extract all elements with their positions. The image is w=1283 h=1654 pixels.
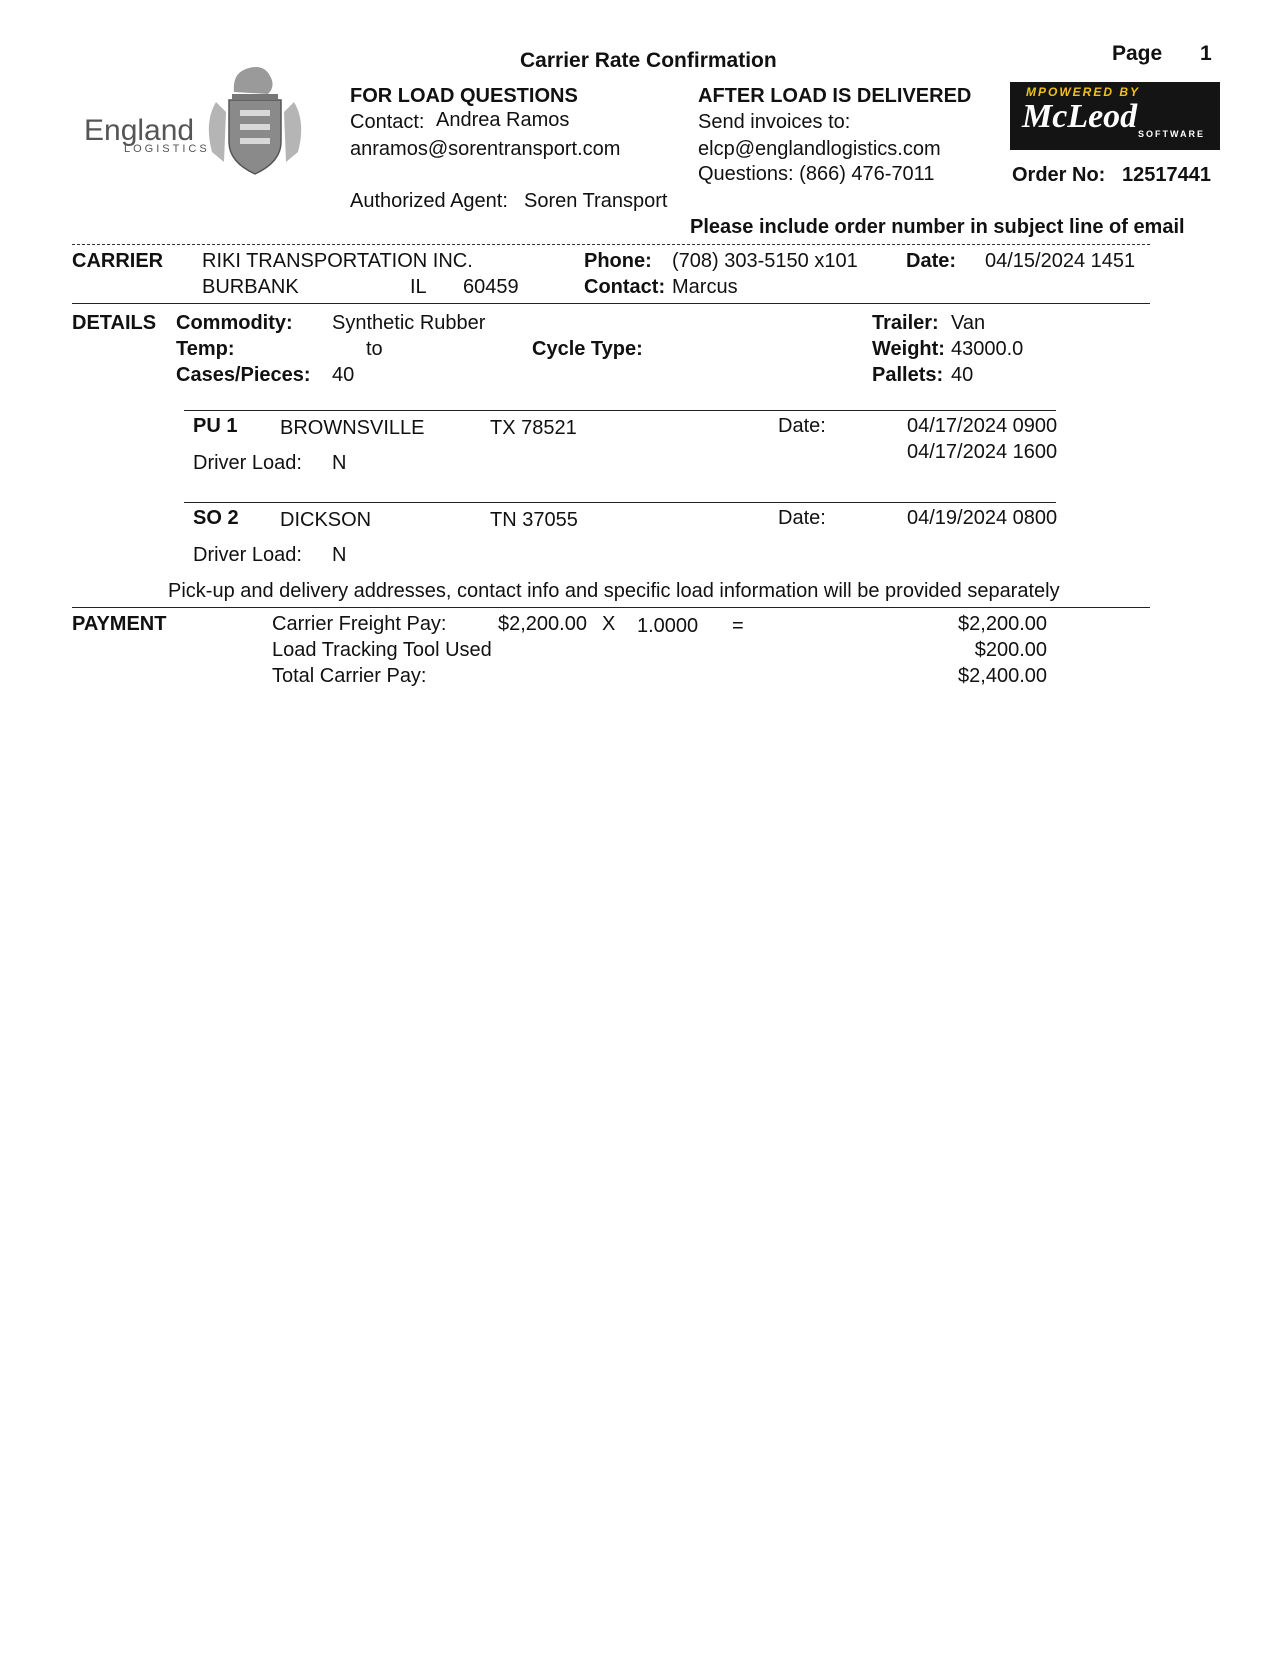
stop-date-label: Date: bbox=[778, 507, 826, 529]
tracking-amount: $200.00 bbox=[974, 639, 1047, 661]
order-number: 12517441 bbox=[1122, 164, 1211, 186]
tracking-label: Load Tracking Tool Used bbox=[272, 639, 492, 661]
cases-label: Cases/Pieces: bbox=[176, 364, 311, 386]
freight-pay-amount: $2,200.00 bbox=[498, 613, 587, 635]
trailer-label: Trailer: bbox=[872, 312, 939, 334]
stop-date-start: 04/19/2024 0800 bbox=[907, 507, 1058, 529]
stop-date-label: Date: bbox=[778, 415, 826, 437]
after-delivery-heading: AFTER LOAD IS DELIVERED bbox=[698, 85, 972, 107]
mcleod-software-logo bbox=[1010, 82, 1220, 150]
equals-sign: = bbox=[732, 615, 744, 637]
logistics-wordmark: LOGISTICS bbox=[124, 143, 210, 155]
page-number: 1 bbox=[1200, 42, 1212, 65]
stop-date-end: 04/17/2024 1600 bbox=[907, 441, 1058, 463]
details-section-label: DETAILS bbox=[72, 312, 157, 334]
send-invoices-label: Send invoices to: bbox=[698, 111, 851, 133]
divider bbox=[72, 244, 1150, 245]
document-title: Carrier Rate Confirmation bbox=[520, 49, 777, 72]
order-number-label: Order No: bbox=[1012, 164, 1106, 186]
commodity-label: Commodity: bbox=[176, 312, 293, 334]
carrier-contact-label: Contact: bbox=[584, 276, 666, 298]
freight-pay-label: Carrier Freight Pay: bbox=[272, 613, 447, 635]
order-number-note: Please include order number in subject line of email bbox=[690, 216, 1185, 238]
driver-load-value: N bbox=[332, 452, 347, 474]
contact-label: Contact: bbox=[350, 111, 425, 133]
driver-load-label: Driver Load: bbox=[193, 452, 302, 474]
stop-code: PU 1 bbox=[193, 415, 238, 437]
carrier-contact: Marcus bbox=[672, 276, 738, 298]
page-label: Page bbox=[1112, 42, 1163, 65]
contact-email[interactable]: anramos@sorentransport.com bbox=[350, 138, 621, 160]
cases-value: 40 bbox=[332, 364, 355, 386]
carrier-name: RIKI TRANSPORTATION INC. bbox=[202, 250, 473, 272]
stop-code: SO 2 bbox=[193, 507, 239, 529]
carrier-zip: 60459 bbox=[463, 276, 519, 298]
carrier-date: 04/15/2024 1451 bbox=[985, 250, 1136, 272]
divider bbox=[184, 502, 1056, 503]
carrier-state: IL bbox=[410, 276, 427, 298]
freight-pay-total: $2,200.00 bbox=[958, 613, 1047, 635]
carrier-phone-label: Phone: bbox=[584, 250, 652, 272]
mcleod-name: McLeod bbox=[1022, 98, 1138, 135]
weight-value: 43000.0 bbox=[951, 338, 1024, 360]
mcleod-software: SOFTWARE bbox=[1138, 129, 1205, 139]
stop-city: DICKSON bbox=[280, 509, 372, 531]
total-pay-label: Total Carrier Pay: bbox=[272, 665, 427, 687]
carrier-phone: (708) 303-5150 x101 bbox=[672, 250, 858, 272]
driver-load-value: N bbox=[332, 544, 347, 566]
total-pay-amount: $2,400.00 bbox=[958, 665, 1047, 687]
divider bbox=[184, 410, 1056, 411]
divider bbox=[72, 303, 1150, 304]
carrier-date-label: Date: bbox=[906, 250, 957, 272]
weight-label: Weight: bbox=[872, 338, 945, 360]
england-wordmark: England bbox=[84, 114, 195, 147]
stop-state-zip: TN 37055 bbox=[490, 509, 578, 531]
carrier-section-label: CARRIER bbox=[72, 250, 164, 272]
invoice-email[interactable]: elcp@englandlogistics.com bbox=[698, 138, 941, 160]
authorized-agent-label: Authorized Agent: bbox=[350, 190, 508, 212]
carrier-city: BURBANK bbox=[202, 276, 299, 298]
driver-load-label: Driver Load: bbox=[193, 544, 302, 566]
load-questions-heading: FOR LOAD QUESTIONS bbox=[350, 85, 578, 107]
mcleod-powered-by: MPOWERED BY bbox=[1026, 85, 1141, 99]
pallets-value: 40 bbox=[951, 364, 974, 386]
pallets-label: Pallets: bbox=[872, 364, 944, 386]
england-logistics-logo bbox=[84, 62, 324, 182]
authorized-agent-name: Soren Transport bbox=[524, 190, 668, 212]
times-sign: X bbox=[602, 613, 616, 635]
cycle-type-label: Cycle Type: bbox=[532, 338, 643, 360]
commodity-value: Synthetic Rubber bbox=[332, 312, 486, 334]
freight-multiplier: 1.0000 bbox=[637, 615, 699, 637]
stop-state-zip: TX 78521 bbox=[490, 417, 577, 439]
payment-section-label: PAYMENT bbox=[72, 613, 167, 635]
divider bbox=[72, 607, 1150, 608]
temp-to: to bbox=[366, 338, 383, 360]
trailer-value: Van bbox=[951, 312, 986, 334]
contact-name: Andrea Ramos bbox=[436, 109, 570, 131]
stop-date-start: 04/17/2024 0900 bbox=[907, 415, 1058, 437]
temp-label: Temp: bbox=[176, 338, 235, 360]
questions-phone: Questions: (866) 476-7011 bbox=[698, 163, 935, 185]
stop-city: BROWNSVILLE bbox=[280, 417, 425, 439]
notice-text: Pick-up and delivery addresses, contact info and specific load information will be provided separately bbox=[168, 580, 1060, 602]
